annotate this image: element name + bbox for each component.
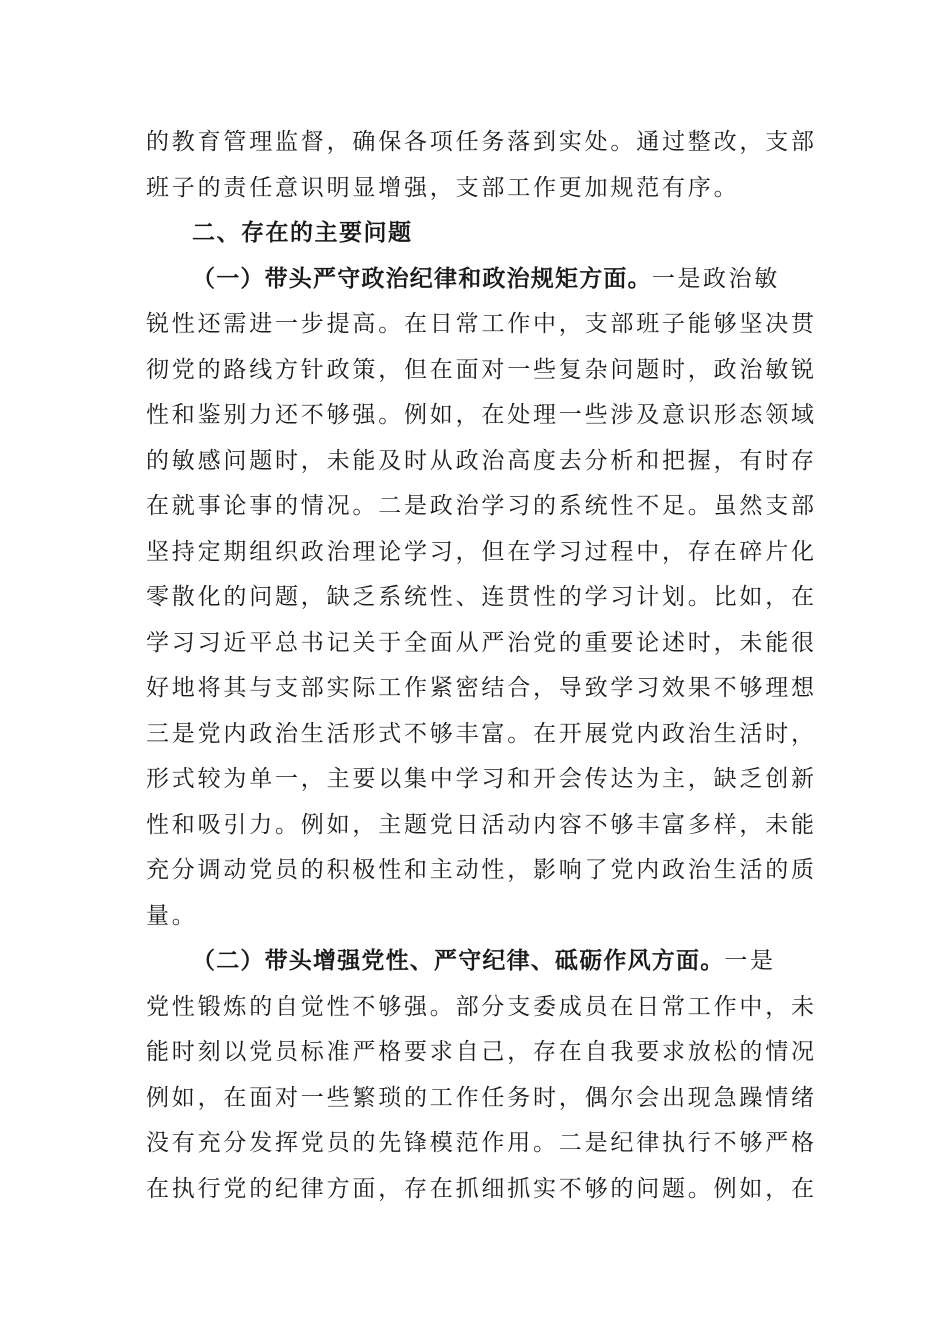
para1-first-line [146,257,810,303]
para2-line: 在执行党的纪律方面，存在抓细抓实不够的问题。例如，在 [146,1175,817,1202]
para1-line: 好地将其与支部实际工作紧密结合，导致学习效果不够理想 [146,675,817,701]
para2-line: 例如，在面对一些繁琐的工作任务时，偶尔会出现急躁情绪 [146,1084,817,1111]
para2-first-line [146,939,810,985]
para1-line: 坚持定期组织政治理论学习，但在学习过程中，存在碎片化 [146,538,817,565]
intro-line-1: 的教育管理监督，确保各项任务落到实处。通过整改，支部 [146,129,817,155]
intro-line-2: 班子的责任意识明显增强，支部工作更加规范有序。 [146,174,740,201]
para1-line: 形式较为单一，主要以集中学习和开会传达为主，缺乏创新 [146,766,817,792]
document-page [146,120,817,1212]
para1-line: 量。 [146,902,198,929]
para1-line: 性和鉴别力还不够强。例如，在处理一些涉及意识形态领域 [146,402,817,428]
para2-line: 党性锻炼的自觉性不够强。部分支委成员在日常工作中，未 [146,993,817,1020]
para1-lead: （一）带头严守政治纪律和政治规矩方面。 [192,265,652,292]
para2-first-rest: 一是 [724,948,776,974]
section-heading: 二、存在的主要问题 [192,220,413,246]
para1-line: 性和吸引力。例如，主题党日活动内容不够丰富多样，未能 [146,811,817,838]
para1-line: 零散化的问题，缺乏系统性、连贯性的学习计划。比如，在 [146,584,817,610]
para2-line: 能时刻以党员标准严格要求自己，存在自我要求放松的情况 [146,1039,817,1065]
para1-line: 在就事论事的情况。二是政治学习的系统性不足。虽然支部 [146,493,817,519]
para1-line: 学习习近平总书记关于全面从严治党的重要论述时，未能很 [146,629,817,656]
para1-line: 充分调动党员的积极性和主动性，影响了党内政治生活的质 [146,857,817,883]
para2-line: 没有充分发挥党员的先锋模范作用。二是纪律执行不够严格 [146,1130,817,1156]
para1-first-rest: 一是政治敏 [651,265,780,292]
para1-line: 锐性还需进一步提高。在日常工作中，支部班子能够坚决贯 [146,311,817,337]
para2-lead: （二）带头增强党性、严守纪律、砥砺作风方面。 [192,948,725,974]
para1-line: 的敏感问题时，未能及时从政治高度去分析和把握，有时存 [146,447,817,474]
para1-line: 三是党内政治生活形式不够丰富。在开展党内政治生活时， [146,720,817,747]
para1-line: 彻党的路线方针政策，但在面对一些复杂问题时，政治敏锐 [146,356,817,383]
